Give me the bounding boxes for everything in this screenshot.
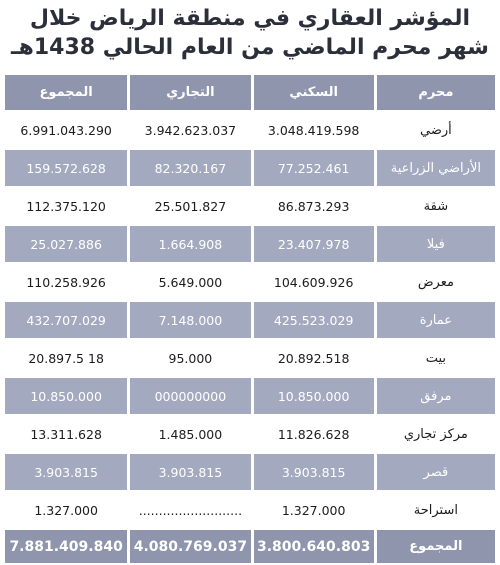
- header-month: محرم: [377, 75, 495, 110]
- row-label: مرفق: [377, 378, 495, 414]
- cell-total: 159.572.628: [5, 150, 127, 186]
- cell-residential: 3.048.419.598: [254, 112, 374, 148]
- table-row: [5, 112, 495, 148]
- cell-commercial: 1.485.000: [130, 416, 250, 452]
- cell-commercial: 000000000: [130, 378, 250, 414]
- cell-total: 13.311.628: [5, 416, 127, 452]
- row-label: معرض: [377, 264, 495, 300]
- cell-commercial: 25.501.827: [130, 188, 250, 224]
- title-line-1: المؤشر العقاري في منطقة الرياض خلال: [29, 6, 471, 31]
- row-label: عمارة: [377, 302, 495, 338]
- row-label: الأراضي الزراعية: [377, 150, 495, 186]
- table-row: [5, 492, 495, 528]
- row-label: شقة: [377, 188, 495, 224]
- cell-commercial: 7.148.000: [130, 302, 250, 338]
- cell-residential: 425.523.029: [254, 302, 374, 338]
- cell-commercial: ..........................: [130, 492, 250, 528]
- infographic-title: [0, 0, 500, 70]
- header-total: المجموع: [5, 75, 127, 110]
- row-label: فيلا: [377, 226, 495, 262]
- cell-commercial: 82.320.167: [130, 150, 250, 186]
- totals-commercial: 4.080.769.037: [130, 530, 250, 563]
- cell-residential: 1.327.000: [254, 492, 374, 528]
- row-label: استراحة: [377, 492, 495, 528]
- cell-total: 25.027.886: [5, 226, 127, 262]
- table-row: [5, 264, 495, 300]
- table-row: [5, 454, 495, 490]
- cell-total: 6.991.043.290: [5, 112, 127, 148]
- cell-residential: 86.873.293: [254, 188, 374, 224]
- cell-total: 3.903.815: [5, 454, 127, 490]
- row-label: قصر: [377, 454, 495, 490]
- cell-residential: 77.252.461: [254, 150, 374, 186]
- row-label: أرضي: [377, 112, 495, 148]
- title-line-2: شهر محرم الماضي من العام الحالي 1438هـ: [11, 35, 489, 60]
- cell-total: 1.327.000: [5, 492, 127, 528]
- table-row: [5, 150, 495, 186]
- cell-residential: 11.826.628: [254, 416, 374, 452]
- cell-total: 110.258.926: [5, 264, 127, 300]
- cell-total: 432.707.029: [5, 302, 127, 338]
- cell-residential: 104.609.926: [254, 264, 374, 300]
- cell-residential: 10.850.000: [254, 378, 374, 414]
- table-row: [5, 378, 495, 414]
- cell-residential: 20.892.518: [254, 340, 374, 376]
- cell-residential: 3.903.815: [254, 454, 374, 490]
- cell-commercial: 3.903.815: [130, 454, 250, 490]
- real-estate-index-table: [2, 73, 498, 565]
- table-row: [5, 188, 495, 224]
- cell-commercial: 5.649.000: [130, 264, 250, 300]
- header-residential: السكني: [254, 75, 374, 110]
- cell-commercial: 3.942.623.037: [130, 112, 250, 148]
- cell-residential: 23.407.978: [254, 226, 374, 262]
- header-commercial: التجاري: [130, 75, 250, 110]
- totals-residential: 3.800.640.803: [254, 530, 374, 563]
- cell-commercial: 95.000: [130, 340, 250, 376]
- cell-total: 18 20.897.5: [5, 340, 127, 376]
- cell-total: 112.375.120: [5, 188, 127, 224]
- totals-total: 7.881.409.840: [5, 530, 127, 563]
- totals-row: [5, 530, 495, 563]
- table-header-row: [5, 75, 495, 110]
- cell-total: 10.850.000: [5, 378, 127, 414]
- row-label: مركز تجاري: [377, 416, 495, 452]
- cell-commercial: 1.664.908: [130, 226, 250, 262]
- table-row: [5, 340, 495, 376]
- table-row: [5, 226, 495, 262]
- totals-label: المجموع: [377, 530, 495, 563]
- table-row: [5, 302, 495, 338]
- row-label: بيت: [377, 340, 495, 376]
- table-row: [5, 416, 495, 452]
